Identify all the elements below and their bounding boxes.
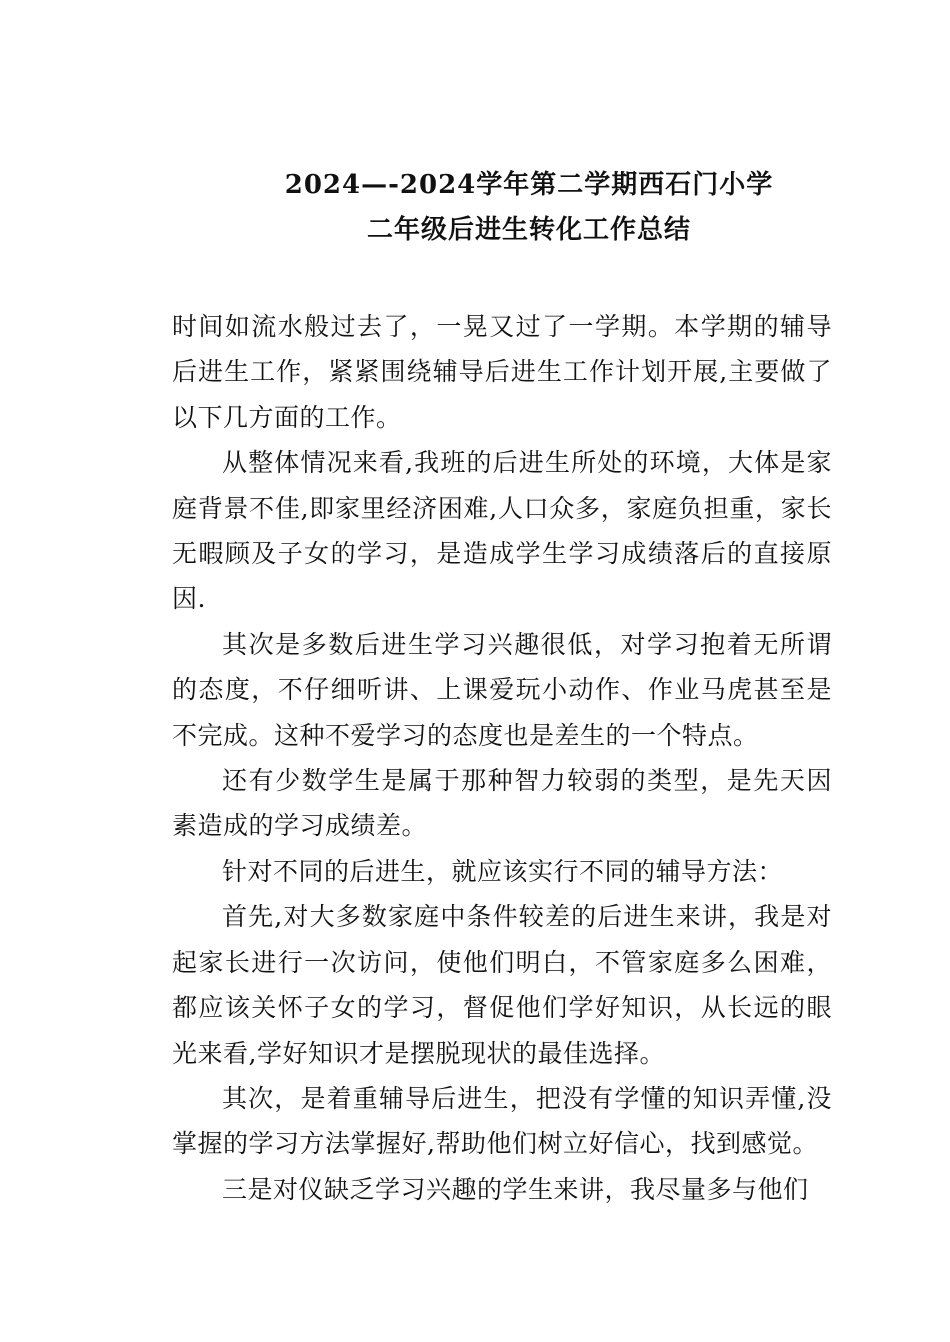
paragraph-overall-situation: 从整体情况来看,我班的后进生所处的环境，大体是家庭背景不佳,即家里经济困难,人口众多，家庭负担重，家长无暇顾及子女的学习，是造成学生学习成绩落后的直接原因. [172, 448, 832, 614]
paragraph-weak-ability: 还有少数学生是属于那种智力较弱的类型，是先天因素造成的学习成绩差。 [172, 766, 832, 841]
paragraph-low-interest: 其次是多数后进生学习兴趣很低，对学习抱着无所谓的态度，不仔细听讲、上课爱玩小动作、作业马虎甚至是不完成。这种不爱学习的态度也是差生的一个特点。 [172, 629, 832, 750]
paragraph-methods-intro: 针对不同的后进生，就应该实行不同的辅导方法： [222, 856, 784, 886]
paragraph-method-third: 三是对仪缺乏学习兴趣的学生来讲，我尽量多与他们 [222, 1174, 809, 1204]
paragraph-intro: 时间如流水般过去了，一晃又过了一学期。本学期的辅导后进生工作，紧紧围绕辅导后进生工作计划开展,主要做了以下几方面的工作。 [172, 312, 832, 432]
paragraph-method-first: 首先,对大多数家庭中条件较差的后进生来讲，我是对起家长进行一次访问，使他们明白，不管家庭多么困难，都应该关怀子女的学习，督促他们学好知识，从长远的眼光来看,学好知识才是摆脱现状的最佳选择。 [172, 902, 832, 1068]
paragraph-method-second: 其次，是着重辅导后进生，把没有学懂的知识弄懂,没掌握的学习方法掌握好,帮助他们树立好信心，找到感觉。 [172, 1083, 832, 1159]
document-title-line1: 2024—-2024学年第二学期西石门小学 [284, 170, 774, 200]
document-title-line2: 二年级后进生转化工作总结 [366, 215, 691, 245]
document-body [172, 304, 832, 1212]
